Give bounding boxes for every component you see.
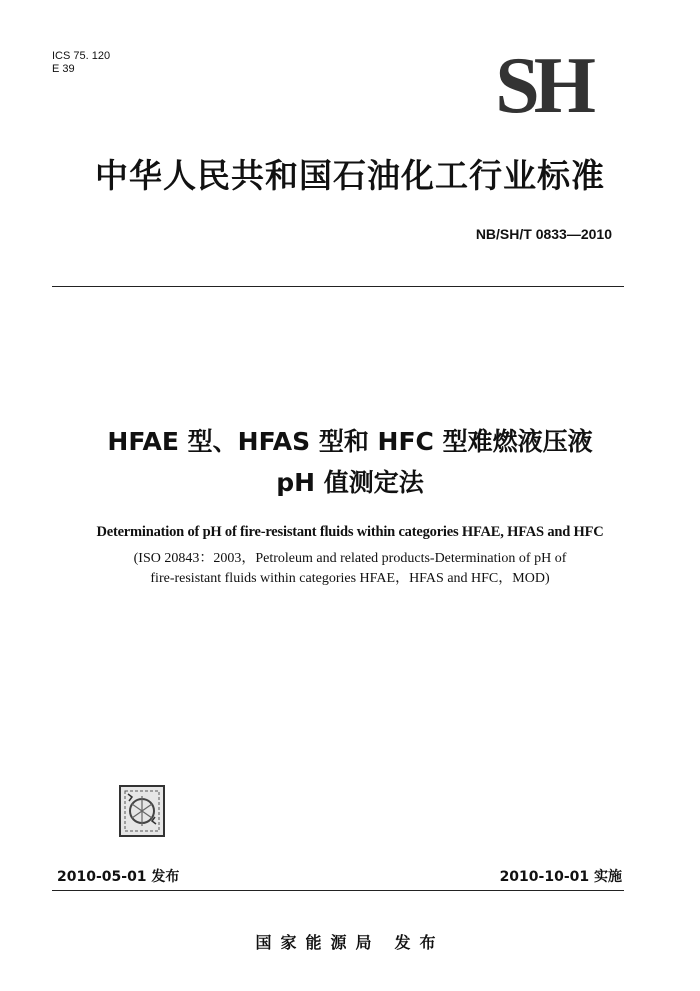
- title-cn-line1: HFAE 型、HFAS 型和 HFC 型难燃液压液: [107, 427, 593, 456]
- issuer-action: 发布: [394, 933, 445, 952]
- title-en: Determination of pH of fire-resistant fluids within categories HFAE, HFAS and HFC: [96, 524, 604, 540]
- bottom-divider: [52, 890, 624, 891]
- sh-logo: SH: [495, 42, 590, 130]
- ics-code: ICS 75. 120: [52, 50, 111, 62]
- iso-reference-line2: fire-resistant fluids within categories HFAE，HFAS and HFC，MOD): [150, 571, 550, 586]
- standard-category: 中华人民共和国石油化工行业标准: [95, 156, 605, 195]
- iso-reference-line1: (ISO 20843：2003，Petroleum and related products-Determination of pH of: [133, 551, 567, 566]
- implement-date: 2010-10-01 实施: [499, 869, 622, 885]
- top-divider: [52, 286, 624, 287]
- title-cn-line2: pH 值测定法: [276, 468, 424, 497]
- issuer: [0, 930, 700, 953]
- anti-counterfeit-seal-icon: [118, 784, 166, 838]
- classification-codes: [52, 50, 110, 76]
- publish-date: 2010-05-01 发布: [57, 869, 180, 885]
- issuer-organization: 国家能源局: [255, 933, 381, 952]
- standard-number: NB/SH/T 0833—2010: [475, 226, 612, 242]
- iso-reference: [0, 549, 700, 589]
- ccs-code: E 39: [52, 63, 75, 75]
